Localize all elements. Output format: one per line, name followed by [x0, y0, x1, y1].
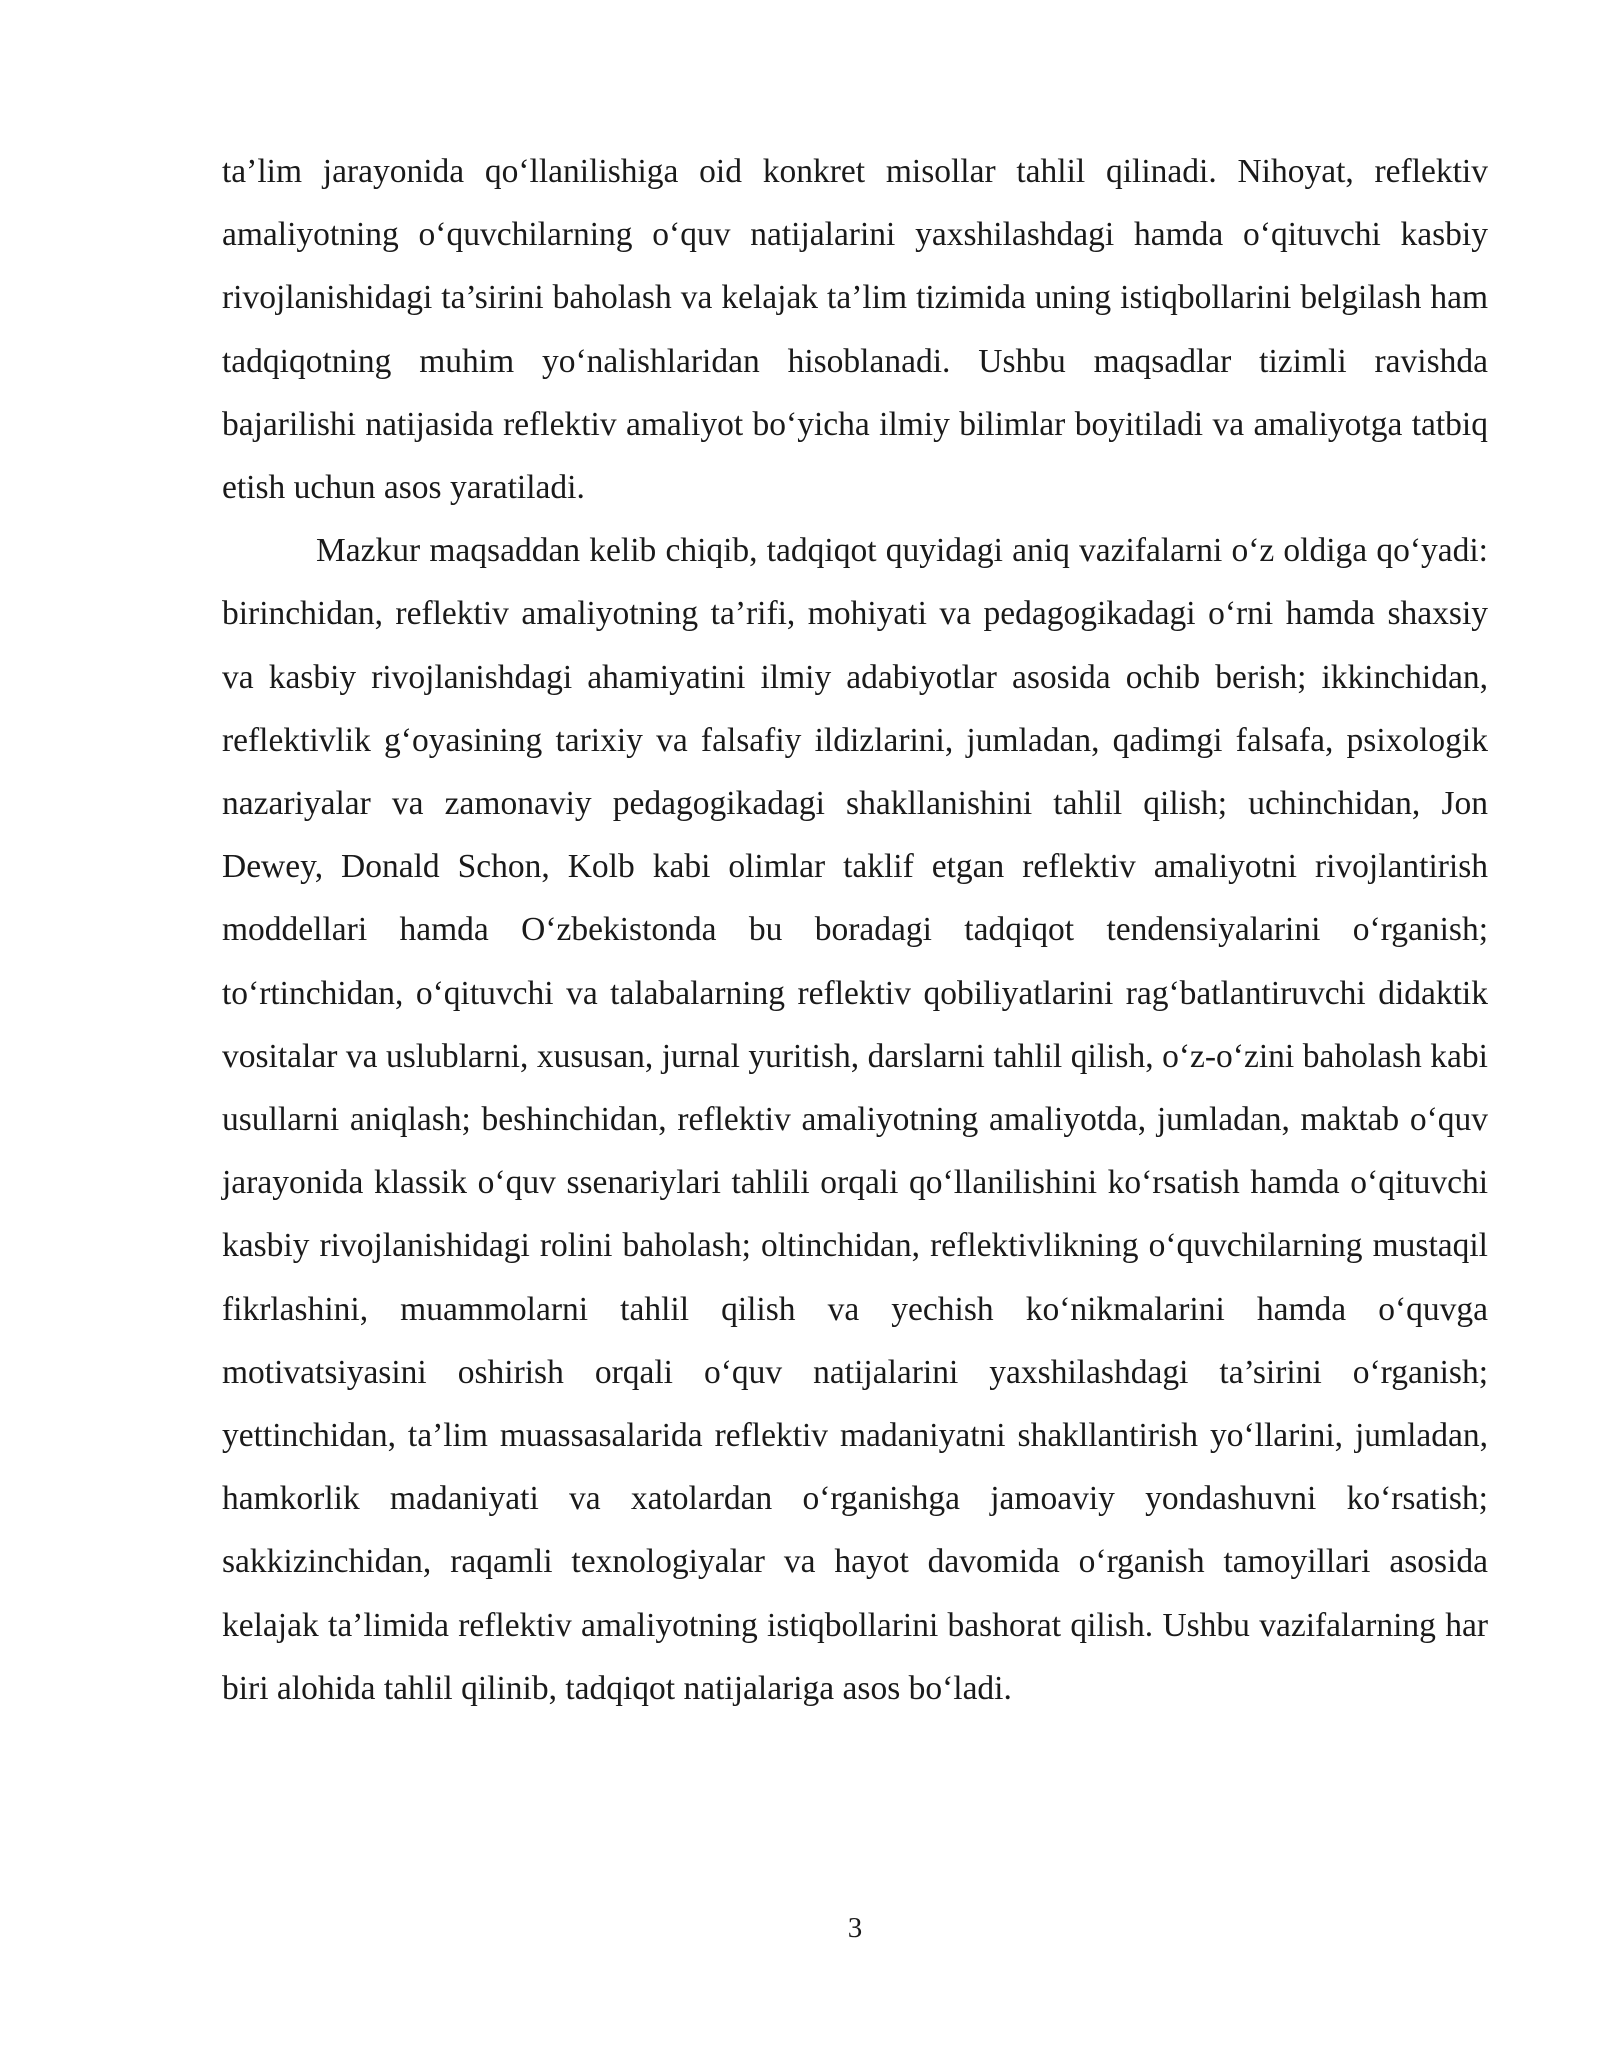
paragraph-research-tasks: Mazkur maqsaddan kelib chiqib, tadqiqot quyidagi aniq vazifalarni o‘z oldiga qo‘yadi: birinchidan, reflektiv amaliyotning ta’rifi, mohiyati va pedagogikadagi o‘rni hamda shaxsiy va kasbiy rivojlanishdagi ahamiyatini ilmiy adabiyotlar asosida ochib berish; ikkinchidan, reflektivlik g‘oyasining tarixiy va falsafiy ildizlarini, jumladan, qadimgi falsafa, psixologik nazariyalar va zamonaviy pedagogikadagi shakllanishini tahlil qilish; uchinchidan, Jon Dewey, Donald Schon, Kolb kabi olimlar taklif etgan reflektiv amaliyotni rivojlantirish moddellari hamda O‘zbekistonda bu boradagi tadqiqot tendensiyalarini o‘rganish; to‘rtinchidan, o‘qituvchi va talabalarning reflektiv qobiliyatlarini rag‘batlantiruvchi didaktik vositalar va uslublarni, xususan, jurnal yuritish, darslarni tahlil qilish, o‘z-o‘zini baholash kabi usullarni aniqlash; beshinchidan, reflektiv amaliyotning amaliyotda, jumladan, maktab o‘quv jarayonida klassik o‘quv ssenariylari tahlili orqali qo‘llanilishini ko‘rsatish hamda o‘qituvchi kasbiy rivojlanishidagi rolini baholash; oltinchidan, reflektivlikning o‘quvchilarning mustaqil fikrlashini, muammolarni tahlil qilish va yechish ko‘nikmalarini hamda o‘quvga motivatsiyasini oshirish orqali o‘quv natijalarini yaxshilashdagi ta’sirini o‘rganish; yettinchidan, ta’lim muassasalarida reflektiv madaniyatni shakllantirish yo‘llarini, jumladan, hamkorlik madaniyati va xatolardan o‘rganishga jamoaviy yondashuvni ko‘rsatish; sakkizinchidan, raqamli texnologiyalar va hayot davomida o‘rganish tamoyillari asosida kelajak ta’limida reflektiv amaliyotning istiqbollarini bashorat qilish. Ushbu vazifalarning har biri alohida tahlil qilinib, tadqiqot natijalariga asos bo‘ladi. [222, 532, 1488, 1707]
page-number: 3 [847, 1912, 863, 1944]
page-body [222, 140, 1488, 1720]
paragraph-continuation: ta’lim jarayonida qo‘llanilishiga oid konkret misollar tahlil qilinadi. Nihoyat, reflektiv amaliyotning o‘quvchilarning o‘quv natijalarini yaxshilashdagi hamda o‘qituvchi kasbiy rivojlanishidagi ta’sirini baholash va kelajak ta’lim tizimida uning istiqbollarini belgilash ham tadqiqotning muhim yo‘nalishlaridan hisoblanadi. Ushbu maqsadlar tizimli ravishda bajarilishi natijasida reflektiv amaliyot bo‘yicha ilmiy bilimlar boyitiladi va amaliyotga tatbiq etish uchun asos yaratiladi. [222, 153, 1488, 507]
